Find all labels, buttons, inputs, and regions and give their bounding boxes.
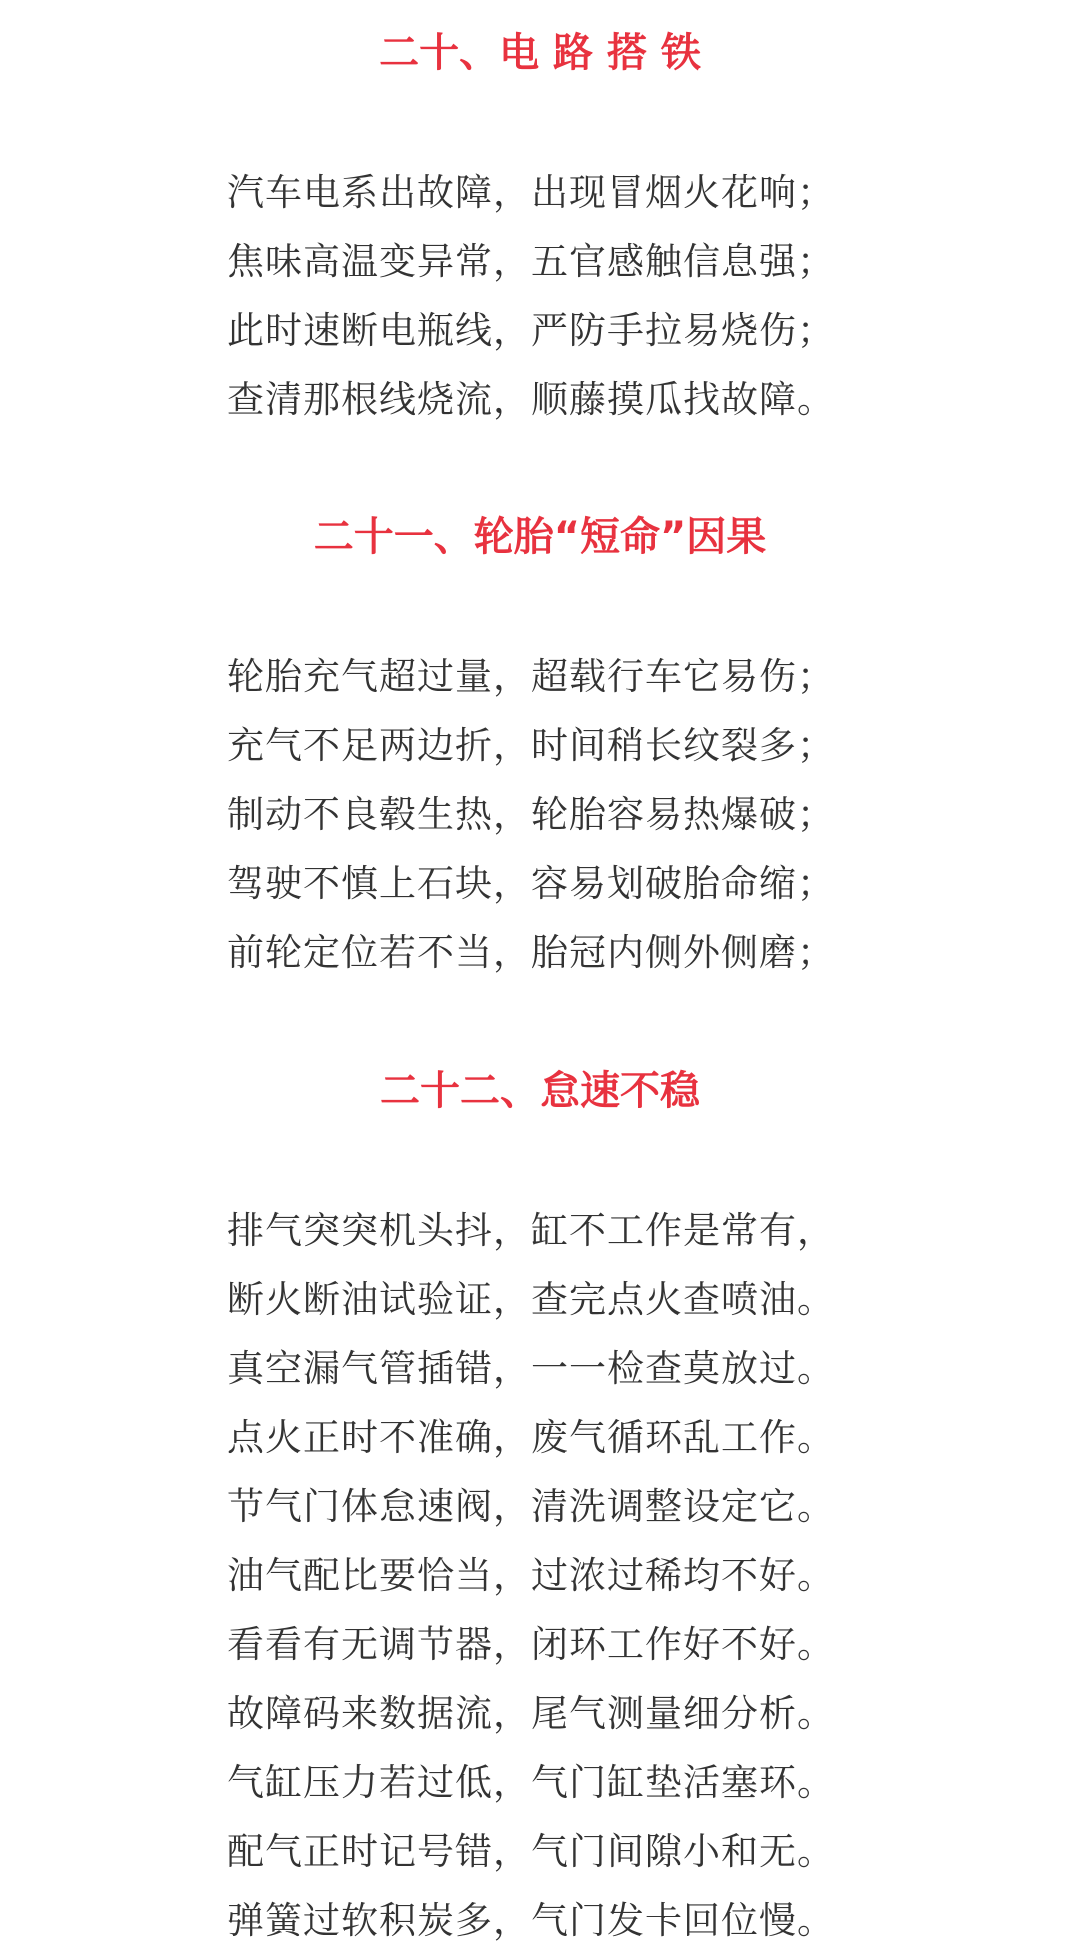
verse-line: 弹簧过软积炭多，气门发卡回位慢。: [227, 1899, 835, 1942]
verse-line: 真空漏气管插错，一一检查莫放过。: [227, 1347, 835, 1390]
verse-line: 查清那根线烧流，顺藤摸瓜找故障。: [227, 378, 835, 421]
verse-block-21: [227, 642, 1047, 987]
verse-line: 前轮定位若不当，胎冠内侧外侧磨；: [227, 931, 835, 974]
verse-line: 气缸压力若过低，气门缸垫活塞环。: [227, 1761, 835, 1804]
verse-line: 汽车电系出故障，出现冒烟火花响；: [227, 171, 835, 214]
verse-line: 制动不良毂生热，轮胎容易热爆破；: [227, 793, 835, 836]
verse-line: 驾驶不慎上石块，容易划破胎命缩；: [227, 862, 835, 905]
verse-line: 充气不足两边折，时间稍长纹裂多；: [227, 724, 835, 767]
verse-line: 轮胎充气超过量，超载行车它易伤；: [227, 655, 835, 698]
verse-block-20: [227, 158, 1047, 434]
verse-line: 配气正时记号错，气门间隙小和无。: [227, 1830, 835, 1873]
verse-block-22: [227, 1196, 1047, 1955]
verse-line: 看看有无调节器，闭环工作好不好。: [227, 1623, 835, 1666]
verse-line: 断火断油试验证，查完点火查喷油。: [227, 1278, 835, 1321]
section-heading-20: 二十、电 路 搭 铁: [379, 30, 701, 76]
verse-line: 点火正时不准确，废气循环乱工作。: [227, 1416, 835, 1459]
verse-line: 此时速断电瓶线，严防手拉易烧伤；: [227, 309, 835, 352]
section-heading-22: 二十二、怠速不稳: [380, 1068, 700, 1114]
verse-line: 焦味高温变异常，五官感触信息强；: [227, 240, 835, 283]
verse-line: 油气配比要恰当，过浓过稀均不好。: [227, 1554, 835, 1597]
verse-line: 故障码来数据流，尾气测量细分析。: [227, 1692, 835, 1735]
verse-line: 节气门体怠速阀，清洗调整设定它。: [227, 1485, 835, 1528]
section-heading-21: 二十一、轮胎“短命”因果: [313, 514, 767, 560]
verse-line: 排气突突机头抖，缸不工作是常有，: [227, 1209, 835, 1252]
